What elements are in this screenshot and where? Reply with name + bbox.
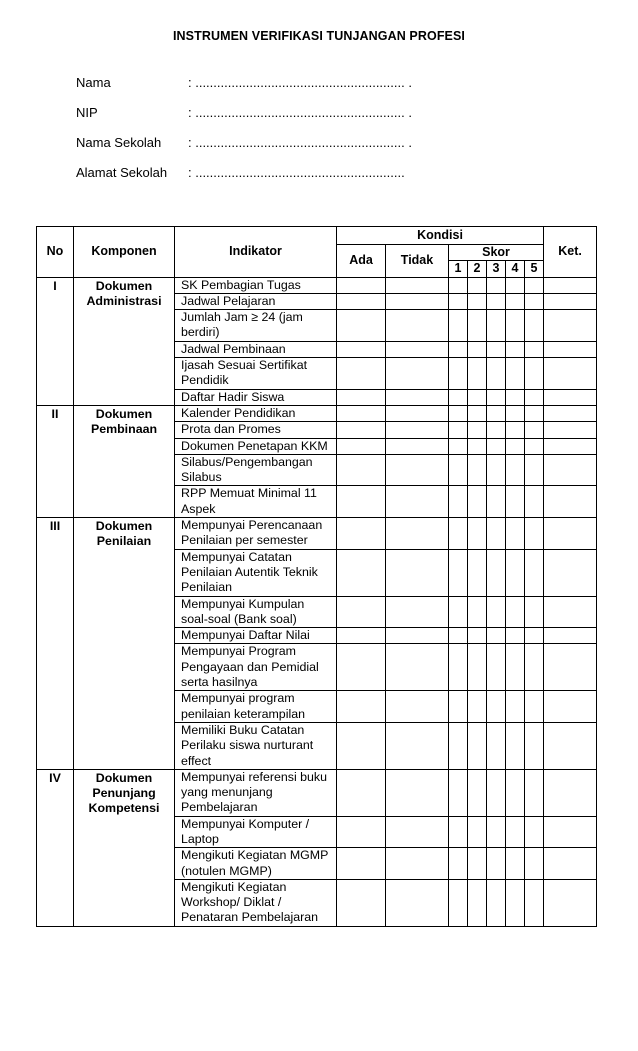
cell-score-3[interactable] <box>487 769 506 816</box>
cell-score-4[interactable] <box>506 358 525 390</box>
cell-indikator: Mempunyai Perencanaan Penilaian per semester <box>175 518 337 550</box>
cell-tidak[interactable] <box>386 848 449 880</box>
cell-ada[interactable] <box>337 486 386 518</box>
cell-ket[interactable] <box>544 879 597 926</box>
cell-score-1[interactable] <box>449 422 468 438</box>
cell-score-1[interactable] <box>449 769 468 816</box>
cell-tidak[interactable] <box>386 518 449 550</box>
header-score-4: 4 <box>506 261 525 277</box>
document-title: INSTRUMEN VERIFIKASI TUNJANGAN PROFESI <box>172 29 465 43</box>
cell-ada[interactable] <box>337 293 386 309</box>
cell-score-5[interactable] <box>525 358 544 390</box>
verification-table <box>36 226 597 927</box>
cell-ket[interactable] <box>544 769 597 816</box>
table-row <box>37 769 597 816</box>
cell-score-3[interactable] <box>487 549 506 596</box>
cell-score-4[interactable] <box>506 422 525 438</box>
cell-ada[interactable] <box>337 879 386 926</box>
cell-ada[interactable] <box>337 358 386 390</box>
cell-score-1[interactable] <box>449 454 468 486</box>
cell-score-4[interactable] <box>506 848 525 880</box>
cell-komponen: Dokumen Pembinaan <box>74 405 175 517</box>
cell-indikator: Mengikuti Kegiatan MGMP (notulen MGMP) <box>175 848 337 880</box>
cell-score-4[interactable] <box>506 879 525 926</box>
cell-tidak[interactable] <box>386 596 449 628</box>
cell-ket[interactable] <box>544 341 597 357</box>
cell-score-1[interactable] <box>449 848 468 880</box>
cell-score-3[interactable] <box>487 310 506 342</box>
cell-indikator: Mempunyai Program Pengayaan dan Pemidial serta hasilnya <box>175 644 337 691</box>
cell-score-5[interactable] <box>525 518 544 550</box>
cell-ket[interactable] <box>544 486 597 518</box>
cell-ket[interactable] <box>544 438 597 454</box>
cell-score-1[interactable] <box>449 549 468 596</box>
cell-ket[interactable] <box>544 644 597 691</box>
cell-score-5[interactable] <box>525 816 544 848</box>
cell-score-1[interactable] <box>449 358 468 390</box>
cell-score-4[interactable] <box>506 722 525 769</box>
field-blank: : .......................................................... . <box>188 135 412 150</box>
cell-score-1[interactable] <box>449 816 468 848</box>
cell-score-4[interactable] <box>506 277 525 293</box>
cell-tidak[interactable] <box>386 358 449 390</box>
cell-score-2[interactable] <box>468 358 487 390</box>
cell-ada[interactable] <box>337 628 386 644</box>
cell-indikator: Mempunyai program penilaian keterampilan <box>175 691 337 723</box>
cell-indikator: Jadwal Pembinaan <box>175 341 337 357</box>
cell-score-1[interactable] <box>449 293 468 309</box>
cell-no: IV <box>37 769 74 926</box>
cell-score-2[interactable] <box>468 389 487 405</box>
cell-ada[interactable] <box>337 341 386 357</box>
cell-score-2[interactable] <box>468 310 487 342</box>
cell-indikator: Prota dan Promes <box>175 422 337 438</box>
cell-score-1[interactable] <box>449 628 468 644</box>
cell-ket[interactable] <box>544 722 597 769</box>
cell-tidak[interactable] <box>386 769 449 816</box>
cell-indikator: RPP Memuat Minimal 11 Aspek <box>175 486 337 518</box>
cell-score-5[interactable] <box>525 293 544 309</box>
cell-ada[interactable] <box>337 310 386 342</box>
cell-tidak[interactable] <box>386 293 449 309</box>
cell-ket[interactable] <box>544 848 597 880</box>
cell-score-3[interactable] <box>487 341 506 357</box>
cell-score-5[interactable] <box>525 549 544 596</box>
cell-tidak[interactable] <box>386 277 449 293</box>
cell-score-4[interactable] <box>506 816 525 848</box>
cell-score-3[interactable] <box>487 293 506 309</box>
cell-score-5[interactable] <box>525 277 544 293</box>
cell-score-2[interactable] <box>468 486 487 518</box>
cell-tidak[interactable] <box>386 879 449 926</box>
cell-indikator: Silabus/Pengembangan Silabus <box>175 454 337 486</box>
cell-score-1[interactable] <box>449 518 468 550</box>
cell-ket[interactable] <box>544 310 597 342</box>
cell-tidak[interactable] <box>386 310 449 342</box>
cell-score-4[interactable] <box>506 389 525 405</box>
cell-tidak[interactable] <box>386 389 449 405</box>
cell-indikator: Jumlah Jam ≥ 24 (jam berdiri) <box>175 310 337 342</box>
cell-indikator: Ijasah Sesuai Sertifikat Pendidik <box>175 358 337 390</box>
cell-score-2[interactable] <box>468 769 487 816</box>
cell-indikator: Mempunyai referensi buku yang menunjang Pembelajaran <box>175 769 337 816</box>
cell-ada[interactable] <box>337 422 386 438</box>
cell-indikator: SK Pembagian Tugas <box>175 277 337 293</box>
cell-score-1[interactable] <box>449 405 468 421</box>
cell-indikator: Daftar Hadir Siswa <box>175 389 337 405</box>
cell-score-5[interactable] <box>525 628 544 644</box>
cell-ada[interactable] <box>337 518 386 550</box>
cell-ada[interactable] <box>337 691 386 723</box>
field-label: Alamat Sekolah <box>76 165 168 180</box>
field-label: Nama Sekolah <box>76 135 162 150</box>
cell-no: III <box>37 518 74 770</box>
cell-score-3[interactable] <box>487 422 506 438</box>
header-tidak: Tidak <box>386 245 449 278</box>
cell-score-4[interactable] <box>506 644 525 691</box>
table-body <box>37 277 597 926</box>
cell-score-1[interactable] <box>449 277 468 293</box>
cell-score-3[interactable] <box>487 358 506 390</box>
cell-score-5[interactable] <box>525 422 544 438</box>
cell-ket[interactable] <box>544 405 597 421</box>
cell-score-3[interactable] <box>487 438 506 454</box>
cell-score-4[interactable] <box>506 405 525 421</box>
cell-score-5[interactable] <box>525 691 544 723</box>
cell-score-3[interactable] <box>487 879 506 926</box>
cell-score-2[interactable] <box>468 816 487 848</box>
table-row <box>37 277 597 293</box>
cell-score-2[interactable] <box>468 596 487 628</box>
cell-score-4[interactable] <box>506 596 525 628</box>
cell-score-4[interactable] <box>506 310 525 342</box>
cell-tidak[interactable] <box>386 644 449 691</box>
header-score-1: 1 <box>449 261 468 277</box>
cell-score-4[interactable] <box>506 486 525 518</box>
cell-no: I <box>37 277 74 405</box>
cell-ket[interactable] <box>544 518 597 550</box>
cell-score-4[interactable] <box>506 293 525 309</box>
cell-ket[interactable] <box>544 293 597 309</box>
cell-score-5[interactable] <box>525 769 544 816</box>
cell-score-1[interactable] <box>449 389 468 405</box>
cell-score-2[interactable] <box>468 422 487 438</box>
cell-ket[interactable] <box>544 277 597 293</box>
cell-score-5[interactable] <box>525 848 544 880</box>
table-row <box>37 518 597 550</box>
cell-tidak[interactable] <box>386 722 449 769</box>
cell-indikator: Mempunyai Daftar Nilai <box>175 628 337 644</box>
cell-indikator: Mempunyai Catatan Penilaian Autentik Teknik Penilaian <box>175 549 337 596</box>
cell-ada[interactable] <box>337 405 386 421</box>
cell-score-1[interactable] <box>449 310 468 342</box>
cell-komponen: Dokumen Penilaian <box>74 518 175 770</box>
cell-score-2[interactable] <box>468 438 487 454</box>
table-header <box>37 227 597 278</box>
cell-ada[interactable] <box>337 769 386 816</box>
cell-indikator: Dokumen Penetapan KKM <box>175 438 337 454</box>
header-komponen: Komponen <box>74 227 175 278</box>
cell-score-4[interactable] <box>506 518 525 550</box>
field-blank: : .......................................................... . <box>188 105 412 120</box>
cell-score-5[interactable] <box>525 879 544 926</box>
cell-tidak[interactable] <box>386 486 449 518</box>
cell-score-5[interactable] <box>525 454 544 486</box>
cell-komponen: Dokumen Administrasi <box>74 277 175 405</box>
cell-score-5[interactable] <box>525 389 544 405</box>
header-score-3: 3 <box>487 261 506 277</box>
cell-score-3[interactable] <box>487 596 506 628</box>
field-blank: : .......................................................... <box>188 165 405 180</box>
cell-score-2[interactable] <box>468 549 487 596</box>
cell-score-4[interactable] <box>506 769 525 816</box>
cell-score-2[interactable] <box>468 405 487 421</box>
cell-ada[interactable] <box>337 816 386 848</box>
cell-score-3[interactable] <box>487 518 506 550</box>
header-score-2: 2 <box>468 261 487 277</box>
cell-score-3[interactable] <box>487 816 506 848</box>
cell-komponen: Dokumen Penunjang Kompetensi <box>74 769 175 926</box>
cell-score-5[interactable] <box>525 486 544 518</box>
header-no: No <box>37 227 74 278</box>
cell-ket[interactable] <box>544 454 597 486</box>
cell-score-4[interactable] <box>506 454 525 486</box>
field-label: NIP <box>76 105 98 120</box>
cell-score-3[interactable] <box>487 691 506 723</box>
cell-score-5[interactable] <box>525 722 544 769</box>
cell-ket[interactable] <box>544 691 597 723</box>
cell-score-5[interactable] <box>525 341 544 357</box>
header-indikator: Indikator <box>175 227 337 278</box>
cell-score-3[interactable] <box>487 389 506 405</box>
cell-score-2[interactable] <box>468 518 487 550</box>
cell-score-5[interactable] <box>525 310 544 342</box>
cell-score-2[interactable] <box>468 277 487 293</box>
cell-score-2[interactable] <box>468 879 487 926</box>
cell-score-4[interactable] <box>506 438 525 454</box>
cell-ada[interactable] <box>337 848 386 880</box>
cell-score-2[interactable] <box>468 722 487 769</box>
cell-score-2[interactable] <box>468 293 487 309</box>
cell-score-5[interactable] <box>525 438 544 454</box>
cell-score-3[interactable] <box>487 486 506 518</box>
cell-score-2[interactable] <box>468 691 487 723</box>
cell-ada[interactable] <box>337 596 386 628</box>
header-ket: Ket. <box>544 227 597 278</box>
cell-ket[interactable] <box>544 596 597 628</box>
cell-tidak[interactable] <box>386 691 449 723</box>
cell-score-1[interactable] <box>449 486 468 518</box>
header-ada: Ada <box>337 245 386 278</box>
cell-score-1[interactable] <box>449 691 468 723</box>
cell-score-4[interactable] <box>506 549 525 596</box>
cell-score-4[interactable] <box>506 628 525 644</box>
field-label: Nama <box>76 75 111 90</box>
cell-score-3[interactable] <box>487 848 506 880</box>
cell-ket[interactable] <box>544 549 597 596</box>
cell-tidak[interactable] <box>386 341 449 357</box>
cell-indikator: Mempunyai Kumpulan soal-soal (Bank soal) <box>175 596 337 628</box>
cell-indikator: Memiliki Buku Catatan Perilaku siswa nurturant effect <box>175 722 337 769</box>
field-blank: : .......................................................... . <box>188 75 412 90</box>
cell-ket[interactable] <box>544 628 597 644</box>
cell-indikator: Kalender Pendidikan <box>175 405 337 421</box>
cell-score-2[interactable] <box>468 644 487 691</box>
cell-score-3[interactable] <box>487 644 506 691</box>
cell-score-1[interactable] <box>449 879 468 926</box>
cell-score-2[interactable] <box>468 848 487 880</box>
cell-score-2[interactable] <box>468 454 487 486</box>
cell-ket[interactable] <box>544 358 597 390</box>
cell-score-5[interactable] <box>525 405 544 421</box>
header-score-5: 5 <box>525 261 544 277</box>
cell-ada[interactable] <box>337 549 386 596</box>
cell-score-4[interactable] <box>506 691 525 723</box>
cell-ada[interactable] <box>337 454 386 486</box>
cell-tidak[interactable] <box>386 454 449 486</box>
cell-ada[interactable] <box>337 389 386 405</box>
cell-ada[interactable] <box>337 644 386 691</box>
cell-tidak[interactable] <box>386 816 449 848</box>
cell-indikator: Jadwal Pelajaran <box>175 293 337 309</box>
cell-tidak[interactable] <box>386 422 449 438</box>
cell-score-2[interactable] <box>468 628 487 644</box>
cell-tidak[interactable] <box>386 549 449 596</box>
cell-score-1[interactable] <box>449 722 468 769</box>
cell-score-5[interactable] <box>525 644 544 691</box>
cell-score-2[interactable] <box>468 341 487 357</box>
cell-ket[interactable] <box>544 816 597 848</box>
cell-tidak[interactable] <box>386 405 449 421</box>
cell-ada[interactable] <box>337 277 386 293</box>
cell-ada[interactable] <box>337 722 386 769</box>
cell-score-3[interactable] <box>487 454 506 486</box>
cell-indikator: Mengikuti Kegiatan Workshop/ Diklat / Penataran Pembelajaran <box>175 879 337 926</box>
cell-score-1[interactable] <box>449 341 468 357</box>
cell-score-4[interactable] <box>506 341 525 357</box>
cell-ket[interactable] <box>544 389 597 405</box>
cell-no: II <box>37 405 74 517</box>
cell-ket[interactable] <box>544 422 597 438</box>
cell-score-1[interactable] <box>449 438 468 454</box>
cell-tidak[interactable] <box>386 438 449 454</box>
cell-score-3[interactable] <box>487 722 506 769</box>
table-row <box>37 405 597 421</box>
header-skor: Skor <box>449 245 544 261</box>
cell-score-3[interactable] <box>487 277 506 293</box>
cell-indikator: Mempunyai Komputer / Laptop <box>175 816 337 848</box>
header-kondisi: Kondisi <box>337 227 544 245</box>
cell-score-1[interactable] <box>449 644 468 691</box>
cell-score-1[interactable] <box>449 596 468 628</box>
cell-tidak[interactable] <box>386 628 449 644</box>
cell-ada[interactable] <box>337 438 386 454</box>
cell-score-3[interactable] <box>487 628 506 644</box>
cell-score-5[interactable] <box>525 596 544 628</box>
cell-score-3[interactable] <box>487 405 506 421</box>
